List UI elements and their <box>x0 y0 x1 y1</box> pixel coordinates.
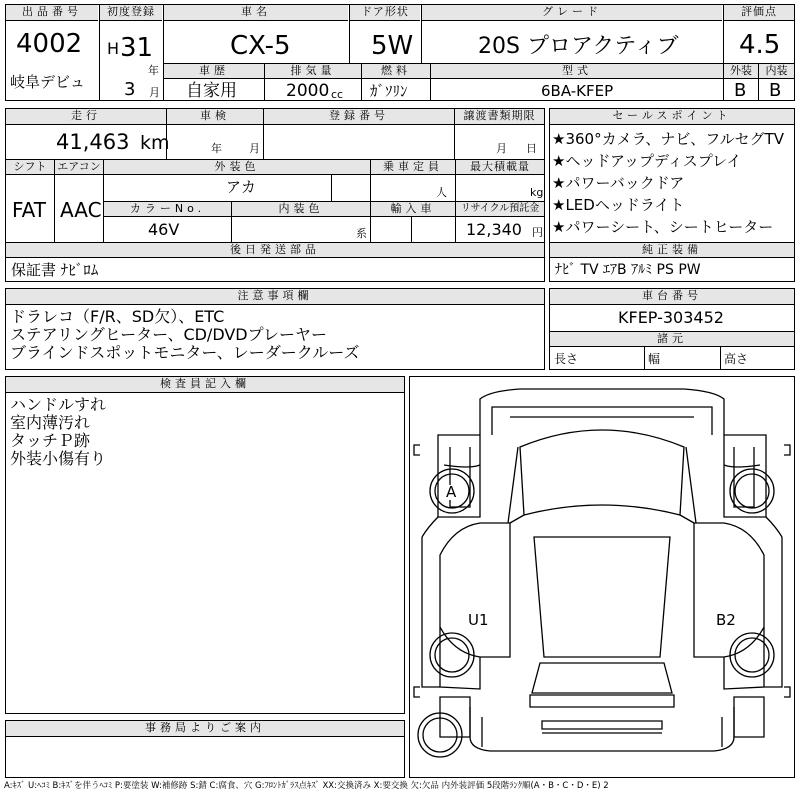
note-line: ステアリングヒーター、CD/DVDプレーヤー <box>10 325 327 344</box>
equipment-value: ﾅﾋﾞ TV ｴｱB ｱﾙﾐ PS PW <box>555 262 701 278</box>
inspector-block <box>5 376 405 714</box>
load-unit: kg <box>530 186 544 199</box>
door-value: 5W <box>371 31 414 61</box>
reg-year-unit: 年 <box>148 64 159 77</box>
int-score: B <box>769 80 782 101</box>
inspector-label: 検査員記入欄 <box>6 377 404 393</box>
name-label: 車名 <box>164 5 348 21</box>
transfer-month-unit: 月 <box>496 142 507 155</box>
sales-points-block <box>549 108 795 282</box>
colorno-value: 46V <box>148 220 180 239</box>
sales-point-item: ★パワーバックドア <box>552 174 685 192</box>
sales-point-item: ★パワーシート、シートヒーター <box>552 218 774 236</box>
fuel-label: 燃料 <box>362 64 430 79</box>
dims-height: 高さ <box>724 352 749 366</box>
later-parts-label: 後日発送部品 <box>6 243 544 258</box>
sales-point-item: ★360°カメラ、ナビ、フルセグTV <box>552 130 785 148</box>
model-value: 6BA-KFEP <box>541 82 614 100</box>
interior-unit: 系 <box>356 227 367 240</box>
history-value: 自家用 <box>186 81 237 101</box>
note-line: ブラインドスポットモニター、レーダークルーズ <box>10 343 360 362</box>
lot-label: 出品番号 <box>6 5 98 21</box>
capacity-label: 乗車定員 <box>371 160 455 175</box>
model-label: 型式 <box>431 64 723 79</box>
sales-points-list <box>552 128 784 238</box>
interior-label: 内装色 <box>232 202 370 217</box>
int-label: 内装 <box>759 64 794 79</box>
damage-mark-b2: B2 <box>716 611 736 629</box>
notes-label: 注意事項欄 <box>6 289 544 305</box>
colorno-label: カラーNo. <box>104 202 231 217</box>
score-label: 評価点 <box>724 5 794 21</box>
inspector-notes <box>10 396 106 468</box>
dims-width: 幅 <box>648 352 661 366</box>
score-value: 4.5 <box>739 30 781 60</box>
ext-label: 外装 <box>724 64 758 79</box>
later-parts-value: 保証書 ﾅﾋﾞﾛﾑ <box>11 261 99 279</box>
load-label: 最大積載量 <box>456 160 544 175</box>
transfer-label: 譲渡書類期限 <box>455 109 544 125</box>
grade-value: 20S プロアクティブ <box>478 34 679 59</box>
inspect-month-unit: 月 <box>249 142 260 155</box>
dims-length: 長さ <box>554 352 579 366</box>
inspector-line: 室内薄汚れ <box>10 413 91 432</box>
shift-value: FAT <box>12 198 47 222</box>
ac-label: エアコン <box>55 160 103 175</box>
plate-label: 登録番号 <box>264 109 454 125</box>
office-block <box>5 720 405 778</box>
mileage-value: 41,463 <box>56 130 130 154</box>
venue-name: 岐阜デビュ <box>10 73 86 91</box>
detail-block <box>5 108 545 282</box>
lot-number: 4002 <box>16 29 83 59</box>
mileage-label: 走行 <box>6 109 166 125</box>
car-diagram <box>410 377 794 777</box>
reg-era: H <box>107 39 120 58</box>
inspect-label: 車検 <box>167 109 263 125</box>
inspector-line: タッチＰ跡 <box>10 431 91 450</box>
disp-unit: cc <box>331 88 344 101</box>
recycle-unit: 円 <box>532 226 543 239</box>
chassis-value: KFEP-303452 <box>618 308 724 327</box>
sales-point-item: ★ヘッドアップディスプレイ <box>552 152 742 170</box>
ext-score: B <box>734 80 747 101</box>
car-diagram-block <box>409 376 795 778</box>
disp-label: 排気量 <box>265 64 361 79</box>
recycle-value: 12,340 <box>466 220 522 239</box>
damage-mark-a: A <box>446 483 457 501</box>
header-block <box>5 4 795 101</box>
office-label: 事務局よりご案内 <box>6 721 404 737</box>
color-label: 外装色 <box>104 160 370 175</box>
color-value: アカ <box>226 178 256 196</box>
reg-month: 3 <box>124 79 136 100</box>
inspector-line: ハンドルすれ <box>10 395 107 414</box>
sales-point-item: ★LEDヘッドライト <box>552 196 685 214</box>
sales-points-label: セールスポイント <box>550 109 794 125</box>
reg-label: 初度登録 <box>100 5 162 21</box>
notes-list <box>10 308 359 362</box>
disp-value: 2000 <box>286 81 330 101</box>
inspect-year-unit: 年 <box>211 142 222 155</box>
damage-mark-u1: U1 <box>468 611 489 629</box>
inspector-line: 外装小傷有り <box>10 449 107 468</box>
chassis-block <box>549 288 795 370</box>
mileage-unit: km <box>140 132 170 154</box>
fuel-value: ｶﾞｿﾘﾝ <box>370 82 408 100</box>
reg-year: 31 <box>120 33 154 63</box>
legend-text: A:ｷｽﾞ U:ﾍｺﾐ B:ｷｽﾞを伴うﾍｺﾐ P:要塗装 W:補修跡 S:錆 C:腐食、穴 G:ﾌﾛﾝﾄｶﾞﾗｽ点ｷｽﾞ XX:交換済み X:要交換 欠:欠品 内外装評価 5段階ﾗﾝｸ順(A・B・C・D・E) 2 <box>4 781 609 791</box>
dims-label: 諸元 <box>550 332 794 347</box>
equipment-label: 純正装備 <box>550 243 794 258</box>
capacity-unit: 人 <box>436 186 447 199</box>
import-label: 輸入車 <box>371 202 455 217</box>
ac-value: AAC <box>60 198 102 222</box>
grade-label: グレード <box>422 5 722 21</box>
shift-label: シフト <box>6 160 54 175</box>
door-label: ドア形状 <box>350 5 420 21</box>
transfer-day-unit: 日 <box>526 142 537 155</box>
car-name: CX-5 <box>230 31 291 61</box>
reg-month-unit: 月 <box>149 86 160 99</box>
chassis-label: 車台番号 <box>550 289 794 305</box>
note-line: ドラレコ（F/R、SD欠）、ETC <box>10 307 225 326</box>
recycle-label: リサイクル預託金 <box>456 202 544 217</box>
history-label: 車歴 <box>164 64 264 79</box>
notes-block <box>5 288 545 370</box>
